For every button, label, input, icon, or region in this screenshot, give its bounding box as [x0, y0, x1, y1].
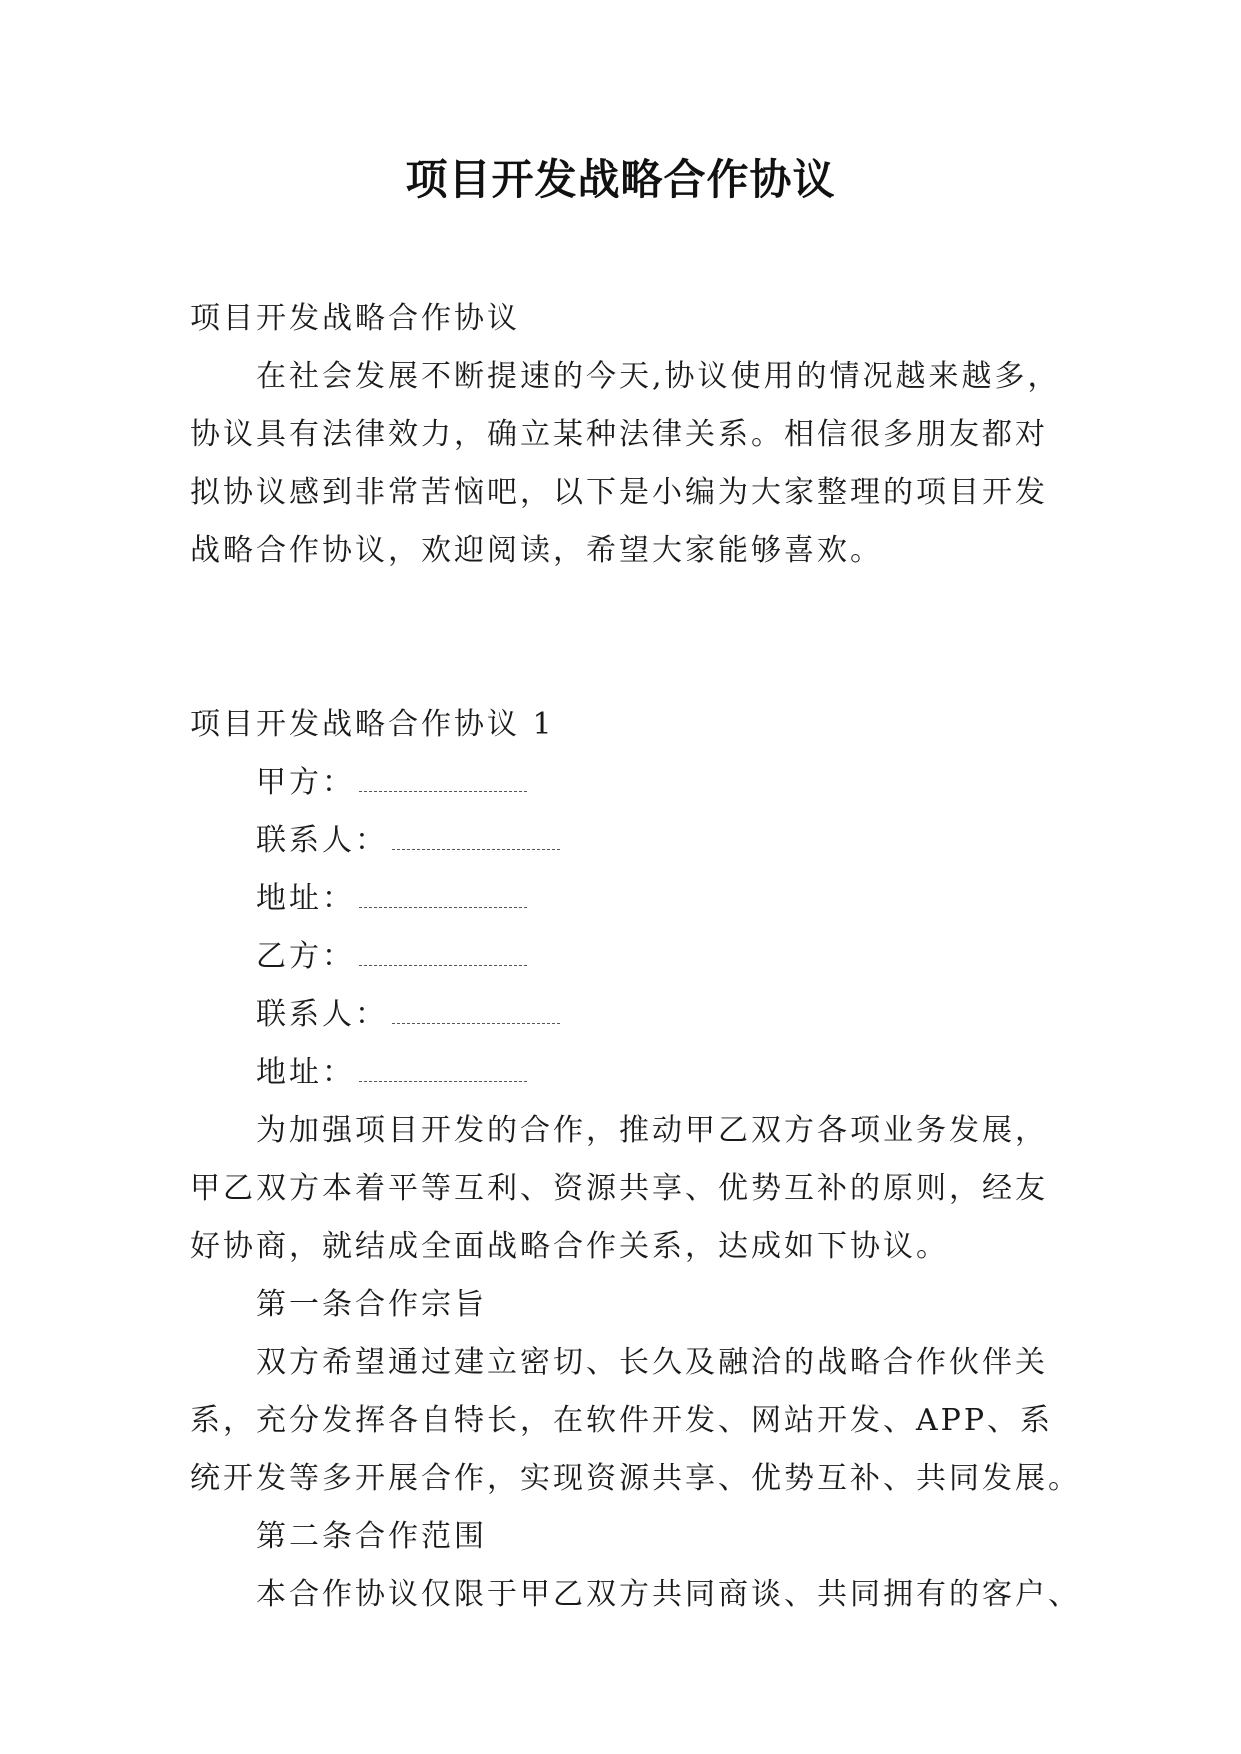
blank-line — [359, 885, 527, 908]
purpose-paragraph-line: 好协商，就结成全面战略合作关系，达成如下协议。 — [190, 1229, 949, 1264]
intro-heading: 项目开发战略合作协议 — [190, 301, 520, 336]
party-a-address-field — [190, 870, 1060, 928]
intro-paragraph-line: 在社会发展不断提速的今天,协议使用的情况越来越多， — [256, 359, 1061, 394]
section-heading: 项目开发战略合作协议 1 — [190, 707, 555, 742]
intro-paragraph-line: 拟协议感到非常苦恼吧，以下是小编为大家整理的项目开发 — [190, 475, 1048, 510]
purpose-paragraph-line: 甲乙双方本着平等互利、资源共享、优势互补的原则，经友 — [190, 1171, 1048, 1206]
party-a-field — [190, 754, 1060, 812]
field-label: 联系人： — [256, 997, 388, 1032]
article-1-line: 双方希望通过建立密切、长久及融洽的战略合作伙伴关 — [256, 1345, 1048, 1380]
document-title: 项目开发战略合作协议 — [405, 155, 836, 204]
article-1-line: 统开发等多开展合作，实现资源共享、优势互补、共同发展。 — [190, 1461, 1081, 1496]
article-1-heading: 第一条合作宗旨 — [256, 1287, 487, 1322]
party-a-contact-field — [190, 812, 1060, 870]
field-label: 甲方： — [256, 765, 355, 800]
field-label: 地址： — [256, 1055, 355, 1090]
blank-line — [359, 943, 527, 966]
party-b-field — [190, 928, 1060, 986]
blank-line — [359, 769, 527, 792]
field-label: 联系人： — [256, 823, 388, 858]
party-b-address-field — [190, 1044, 1060, 1102]
article-1-line: 系，充分发挥各自特长，在软件开发、网站开发、APP、系 — [190, 1403, 1054, 1438]
section-spacer — [190, 580, 1060, 696]
article-2-line: 本合作协议仅限于甲乙双方共同商谈、共同拥有的客户、 — [256, 1577, 1081, 1612]
document-body — [190, 290, 1081, 1624]
intro-paragraph-line: 战略合作协议，欢迎阅读，希望大家能够喜欢。 — [190, 533, 883, 568]
intro-paragraph-line: 协议具有法律效力，确立某种法律关系。相信很多朋友都对 — [190, 417, 1048, 452]
article-2-heading: 第二条合作范围 — [256, 1519, 487, 1554]
party-b-contact-field — [190, 986, 1060, 1044]
blank-line — [359, 1059, 527, 1082]
blank-line — [392, 827, 560, 850]
field-label: 乙方： — [256, 939, 355, 974]
purpose-paragraph-line: 为加强项目开发的合作，推动甲乙双方各项业务发展， — [256, 1113, 1048, 1148]
field-label: 地址： — [256, 881, 355, 916]
blank-line — [392, 1001, 560, 1024]
